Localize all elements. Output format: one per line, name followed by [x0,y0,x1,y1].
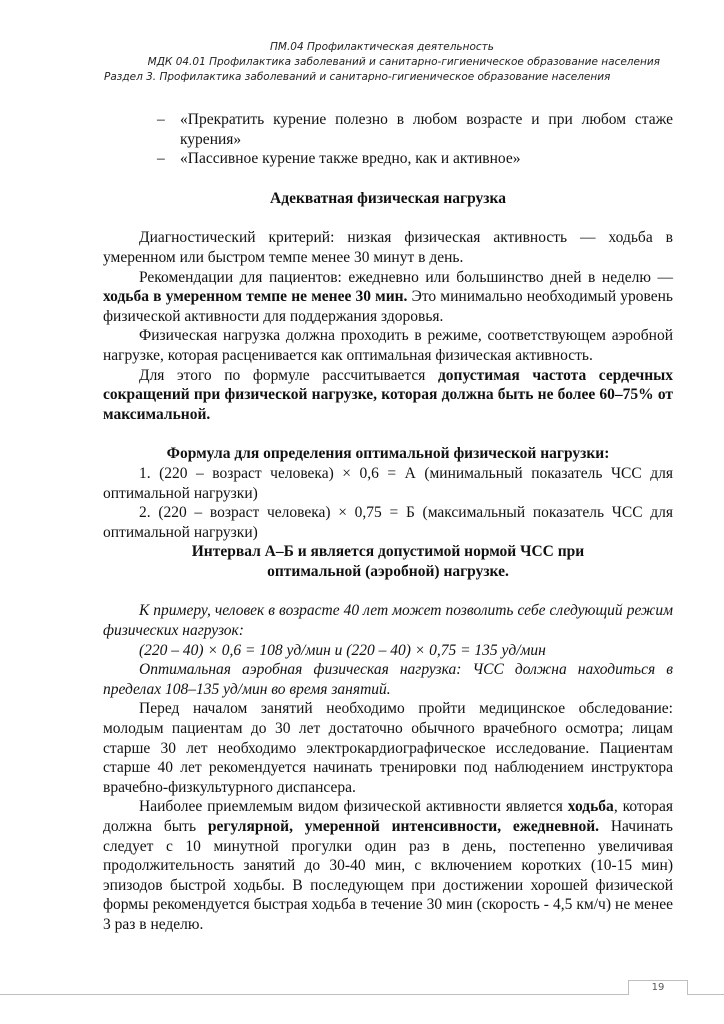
text-run: , которая должна быть [103,798,673,835]
text-run: Наиболее приемлемым видом физической активности является [139,798,568,816]
bold-run: допустимая частота сердечных сокращений при физической нагрузке, которая должна быть не более 60–75% от максимальной. [103,366,673,423]
list-item [103,110,673,149]
section-title: Адекватная физическая нагрузка [270,189,506,207]
list-item-text: «Пассивное курение также вредно, как и активное» [180,150,521,168]
header-module: ПМ.04 Профилактическая деятельность [270,41,494,53]
page-number: 19 [628,980,688,995]
example-result: Оптимальная аэробная физическая нагрузка: ЧСС должна находиться в пределах 108–135 уд/мин во время занятий. [103,661,673,698]
text-run: Это минимально необходимый уровень физической активности для поддержания здоровья. [103,288,673,325]
paragraph-recommendations [103,268,673,327]
formula-max: 2. (220 – возраст человека) × 0,75 = Б (максимальный показатель ЧСС для оптимальной нагрузки) [103,504,673,541]
list-item-text: «Прекратить курение полезно в любом возрасте и при любом стаже курения» [180,111,673,148]
bold-run: регулярной, умеренной интенсивности, ежедневной. [207,818,599,835]
text-run: Начинать следует с 10 минутной прогулки один раз в день, постепенно увеличивая продолжительность занятий до 30-40 мин, с включением коротких (10-15 мин) эпизодов быстрой ходьбы. В последующем при достижении хорошей физической формы рекомендуется быстрая ходьба в течение 30 мин (скорость - 4,5 км/ч) не менее 3 раз в неделю. [103,818,673,933]
paragraph-walking [103,797,673,934]
quote-list [103,110,673,169]
interval-statement: Интервал А–Б и является допустимой нормой ЧСС при оптимальной (аэробной) нагрузке. [191,543,585,580]
page-header [0,40,724,85]
bold-run: ходьба [567,798,614,816]
formula-title: Формула для определения оптимальной физической нагрузки: [166,445,610,463]
bold-run: ходьба в умеренном темпе не менее 30 мин. [103,288,408,306]
header-section: Раздел 3. Профилактика заболеваний и санитарно-гигиеническое образование населения [104,71,611,83]
dash-marker: – [157,111,165,128]
text-run: Рекомендации для пациентов: ежедневно или большинство дней в неделю — [139,268,673,286]
paragraph-heart-rate [103,366,673,425]
footer-divider [0,994,724,995]
formula-min: 1. (220 – возраст человека) × 0,6 = А (минимальный показатель ЧСС для оптимальной нагрузки) [103,464,673,502]
example-intro: К примеру, человек в возрасте 40 лет может позволить себе следующий режим физических нагрузок: [103,602,673,640]
dash-marker: – [157,150,165,168]
page-content [103,110,673,935]
header-course: МДК 04.01 Профилактика заболеваний и санитарно-гигиеническое образование населения [147,56,660,68]
paragraph-criterion: Диагностический критерий: низкая физическая активность — ходьба в умеренном или быстром темпе менее 30 минут в день. [103,229,673,266]
example-calculation: (220 – 40) × 0,6 = 108 уд/мин и (220 – 40) × 0,75 = 135 уд/мин [139,641,546,659]
paragraph-aerobic: Физическая нагрузка должна проходить в режиме, соответствующем аэробной нагрузке, которая расценивается как оптимальная физическая активность. [103,327,673,364]
text-run: Для этого по формуле рассчитывается [139,366,438,384]
list-item [103,149,673,169]
paragraph-examination: Перед началом занятий необходимо пройти медицинское обследование: молодым пациентам до 30 лет достаточно обычного врачебного осмотра; лицам старше 30 лет необходимо электрокардиографическое исследование. Пациентам старше 40 лет рекомендуется начинать тренировки под наблюдением инструктора врачебно-физкультурного диспансера. [103,700,673,796]
